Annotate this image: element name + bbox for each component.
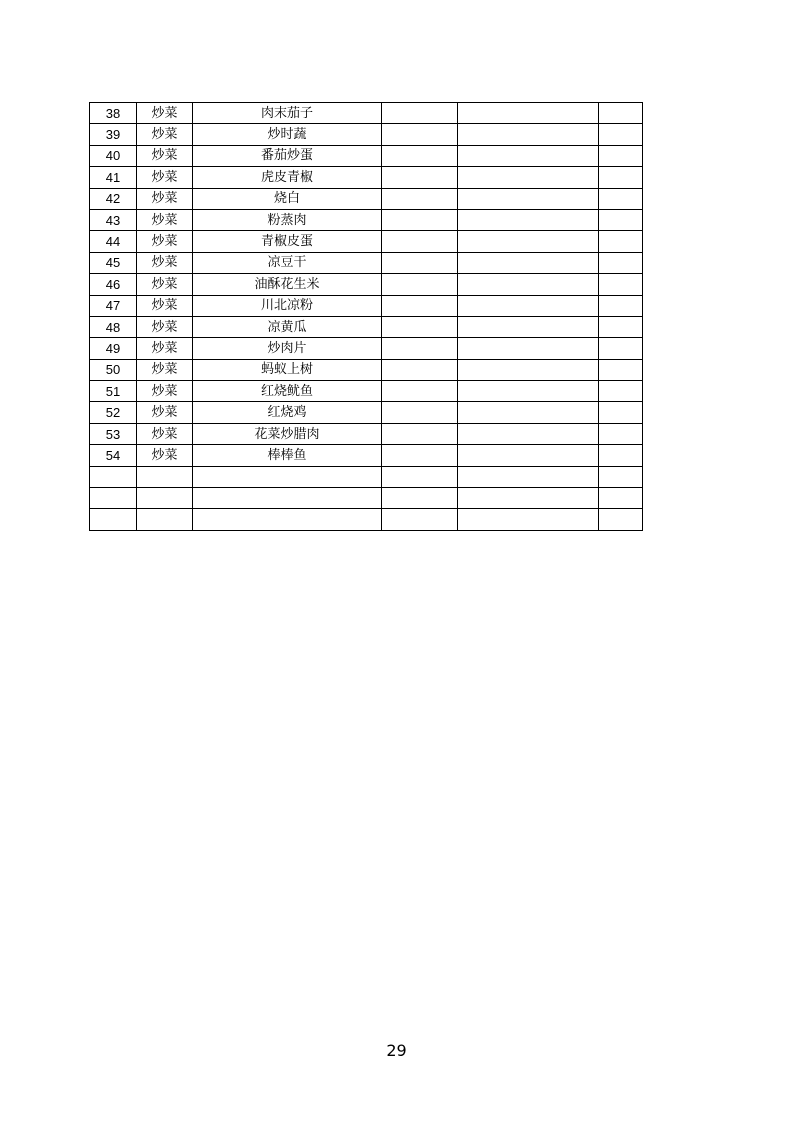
table-row [90,231,643,252]
dish-name-cell: 肉末茄子 [193,103,382,124]
dish-name-cell: 烧白 [193,188,382,209]
category-cell: 炒菜 [137,124,193,145]
blank-cell-6 [599,402,643,423]
category-cell: 炒菜 [137,423,193,444]
table-row [90,445,643,466]
dish-name-cell: 凉豆干 [193,252,382,273]
category-cell: 炒菜 [137,316,193,337]
table-row [90,274,643,295]
blank-cell-6 [599,252,643,273]
blank-cell-5 [458,509,599,530]
blank-cell-5 [458,488,599,509]
category-cell: 炒菜 [137,103,193,124]
blank-cell-4 [382,466,458,487]
table-row [90,209,643,230]
dish-name-cell: 红烧鱿鱼 [193,381,382,402]
row-number: 52 [90,402,137,423]
blank-cell-6 [599,124,643,145]
blank-cell-5 [458,338,599,359]
row-number: 46 [90,274,137,295]
blank-cell-6 [599,103,643,124]
dish-name-cell: 炒肉片 [193,338,382,359]
dish-name-cell: 青椒皮蛋 [193,231,382,252]
blank-cell-5 [458,466,599,487]
category-cell: 炒菜 [137,145,193,166]
row-number: 42 [90,188,137,209]
blank-cell-4 [382,103,458,124]
blank-cell-6 [599,338,643,359]
blank-cell-5 [458,274,599,295]
blank-cell-4 [382,445,458,466]
category-cell: 炒菜 [137,338,193,359]
table-row [90,103,643,124]
category-cell: 炒菜 [137,295,193,316]
blank-cell-4 [382,509,458,530]
blank-cell-4 [382,338,458,359]
blank-cell-5 [458,359,599,380]
blank-cell-6 [599,359,643,380]
category-cell: 炒菜 [137,359,193,380]
page-number: 29 [386,1041,407,1060]
blank-cell-5 [458,252,599,273]
category-cell: 炒菜 [137,274,193,295]
category-cell: 炒菜 [137,381,193,402]
blank-cell-5 [458,402,599,423]
category-cell: 炒菜 [137,402,193,423]
category-cell [137,509,193,530]
blank-cell-6 [599,295,643,316]
blank-cell-5 [458,124,599,145]
dish-name-cell [193,466,382,487]
blank-cell-6 [599,167,643,188]
menu-table-body [90,103,643,531]
blank-cell-4 [382,316,458,337]
blank-cell-6 [599,209,643,230]
category-cell [137,488,193,509]
dish-name-cell [193,509,382,530]
category-cell: 炒菜 [137,252,193,273]
blank-cell-5 [458,167,599,188]
dish-name-cell: 粉蒸肉 [193,209,382,230]
blank-cell-6 [599,445,643,466]
row-number: 54 [90,445,137,466]
row-number: 51 [90,381,137,402]
table-row [90,488,643,509]
dish-name-cell: 番茄炒蛋 [193,145,382,166]
blank-cell-4 [382,167,458,188]
blank-cell-6 [599,188,643,209]
category-cell [137,466,193,487]
row-number: 40 [90,145,137,166]
table-row [90,188,643,209]
blank-cell-6 [599,423,643,444]
row-number: 45 [90,252,137,273]
blank-cell-4 [382,423,458,444]
dish-name-cell: 川北凉粉 [193,295,382,316]
table-row [90,338,643,359]
blank-cell-6 [599,381,643,402]
category-cell: 炒菜 [137,188,193,209]
dish-name-cell [193,488,382,509]
row-number: 41 [90,167,137,188]
category-cell: 炒菜 [137,167,193,188]
blank-cell-4 [382,381,458,402]
blank-cell-6 [599,316,643,337]
dish-name-cell: 虎皮青椒 [193,167,382,188]
blank-cell-5 [458,103,599,124]
table-row [90,402,643,423]
blank-cell-6 [599,274,643,295]
row-number: 43 [90,209,137,230]
table-row [90,252,643,273]
row-number: 53 [90,423,137,444]
blank-cell-4 [382,402,458,423]
table-row [90,124,643,145]
blank-cell-6 [599,231,643,252]
table-row [90,423,643,444]
dish-name-cell: 炒时蔬 [193,124,382,145]
table-row [90,509,643,530]
blank-cell-4 [382,209,458,230]
blank-cell-4 [382,252,458,273]
blank-cell-5 [458,381,599,402]
row-number: 47 [90,295,137,316]
blank-cell-5 [458,188,599,209]
row-number [90,488,137,509]
blank-cell-4 [382,274,458,295]
dish-name-cell: 油酥花生米 [193,274,382,295]
table-row [90,381,643,402]
table-row [90,466,643,487]
row-number: 44 [90,231,137,252]
blank-cell-6 [599,509,643,530]
dish-name-cell: 红烧鸡 [193,402,382,423]
row-number: 49 [90,338,137,359]
blank-cell-5 [458,145,599,166]
table-row [90,145,643,166]
row-number: 50 [90,359,137,380]
table-row [90,359,643,380]
blank-cell-5 [458,209,599,230]
blank-cell-6 [599,466,643,487]
table-row [90,167,643,188]
row-number: 48 [90,316,137,337]
blank-cell-6 [599,488,643,509]
blank-cell-6 [599,145,643,166]
blank-cell-4 [382,188,458,209]
dish-name-cell: 凉黄瓜 [193,316,382,337]
blank-cell-5 [458,295,599,316]
row-number: 38 [90,103,137,124]
table-row [90,295,643,316]
table-row [90,316,643,337]
category-cell: 炒菜 [137,231,193,252]
menu-table [89,102,643,531]
category-cell: 炒菜 [137,445,193,466]
row-number [90,466,137,487]
category-cell: 炒菜 [137,209,193,230]
dish-name-cell: 花菜炒腊肉 [193,423,382,444]
dish-name-cell: 棒棒鱼 [193,445,382,466]
blank-cell-4 [382,124,458,145]
blank-cell-4 [382,295,458,316]
blank-cell-4 [382,488,458,509]
blank-cell-4 [382,359,458,380]
blank-cell-5 [458,231,599,252]
row-number: 39 [90,124,137,145]
blank-cell-4 [382,231,458,252]
blank-cell-5 [458,445,599,466]
blank-cell-5 [458,423,599,444]
dish-name-cell: 蚂蚁上树 [193,359,382,380]
blank-cell-4 [382,145,458,166]
row-number [90,509,137,530]
blank-cell-5 [458,316,599,337]
